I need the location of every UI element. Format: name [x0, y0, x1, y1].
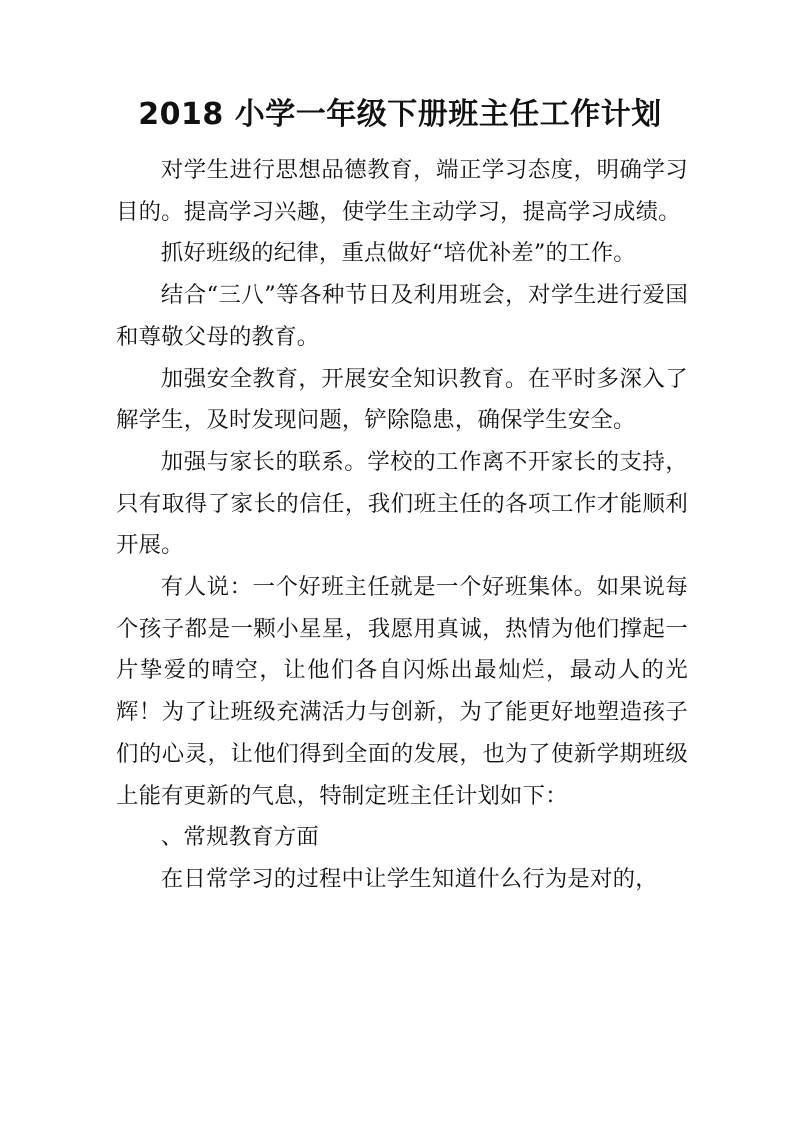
paragraph-moral-education: 对学生进行思想品德教育，端正学习态度，明确学习目的。提高学习兴趣，使学生主动学习，提高学习成绩。	[116, 157, 688, 225]
section-heading-routine-education: 、常规教育方面	[160, 824, 319, 851]
paragraph-daily-learning: 在日常学习的过程中让学生知道什么行为是对的，	[160, 865, 658, 892]
paragraph-patriotic-education: 结合“三八”等各种节日及利用班会，对学生进行爱国和尊敬父母的教育。	[116, 282, 688, 350]
paragraph-safety-education: 加强安全教育，开展安全知识教育。在平时多深入了解学生，及时发现问题，铲除隐患，确保学生安全。	[116, 365, 688, 434]
document-title: 2018 小学一年级下册班主任工作计划	[138, 97, 662, 132]
document-body	[116, 150, 688, 901]
paragraph-introduction: 有人说：一个好班主任就是一个好班集体。如果说每个孩子都是一颗小星星，我愿用真诚，热情为他们撑起一片挚爱的晴空，让他们各自闪烁出最灿烂，最动人的光辉！为了让班级充满活力与创新，为了能更好地塑造孩子们的心灵，让他们得到全面的发展，也为了使新学期班级上能有更新的气息，特制定班主任计划如下：	[116, 574, 688, 809]
paragraph-discipline: 抓好班级的纪律，重点做好“培优补差”的工作。	[160, 240, 636, 267]
paragraph-parent-contact: 加强与家长的联系。学校的工作离不开家长的支持，只有取得了家长的信任，我们班主任的各项工作才能顺利开展。	[116, 448, 688, 559]
